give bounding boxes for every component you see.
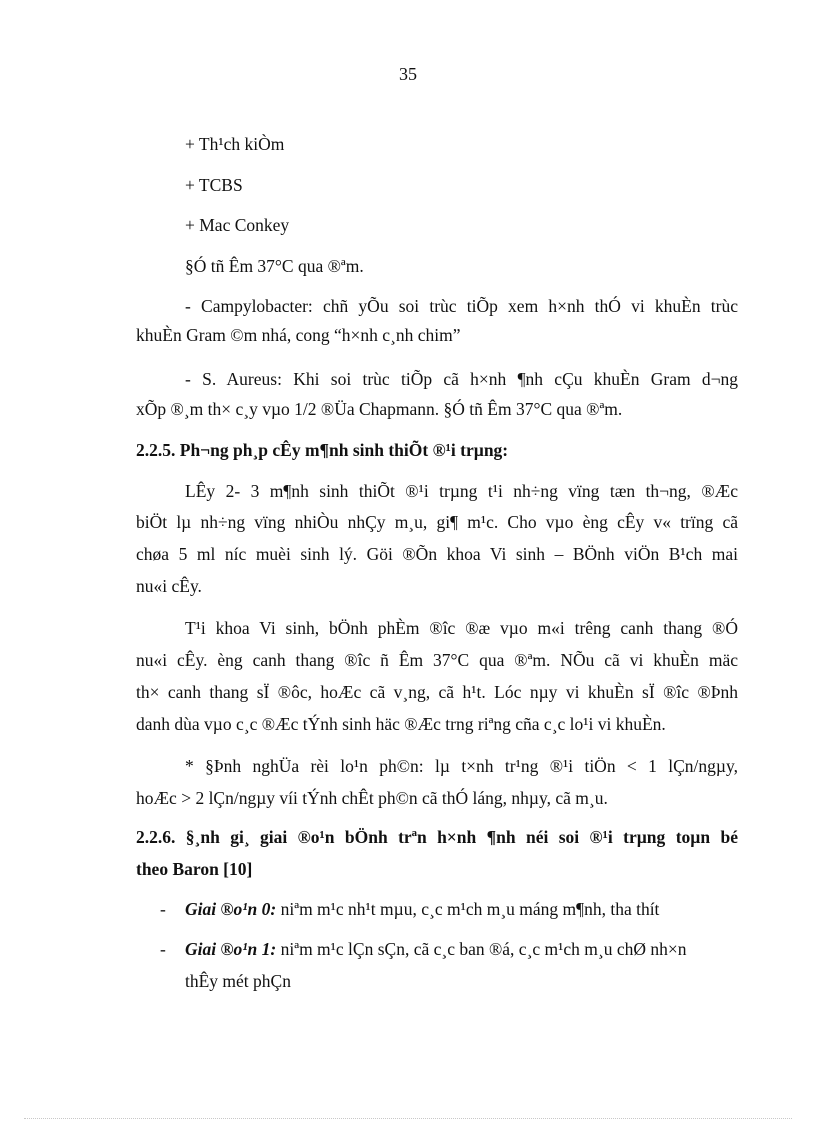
stage-0-item — [185, 898, 659, 920]
stage-0-label: Giai ®o¹n 0: — [185, 899, 277, 919]
section-225-heading: 2.2.5. Ph¬ng ph¸p cÊy m¶nh sinh thiÕt ®¹i trµng: — [136, 440, 509, 460]
stage-1-continuation: thÊy mét phÇn — [185, 971, 291, 991]
campylobacter-line-1: - Campylobacter: chñ yÕu soi trùc tiÕp xem h×nh thÓ vi khuÈn trùc — [185, 296, 738, 316]
stage-1-text: niªm m¹c lÇn sÇn, cã c¸c ban ®á, c¸c m¹ch m¸u chØ nh×n — [276, 939, 687, 959]
section-226-heading-line2: theo Baron [10] — [136, 859, 253, 879]
footer-dotted-rule — [24, 1118, 792, 1119]
stage-0-bullet: - — [160, 899, 166, 919]
aureus-line-1: - S. Aureus: Khi soi trùc tiÕp cã h×nh ¶nh cÇu khuÈn Gram d¬ng — [185, 369, 738, 389]
media-item-3: + Mac Conkey — [185, 215, 290, 235]
stage-1-item — [185, 938, 687, 960]
stage-1-bullet: - — [160, 939, 166, 959]
section-225-para2-line3: th× canh thang sÏ ®ôc, hoÆc cã v¸ng, cã h¹t. Lóc nµy vi khuÈn sÏ ®îc ®Þnh — [136, 682, 738, 702]
section-225-para3-line2: hoÆc > 2 lÇn/ngµy víi tÝnh chÊt ph©n cã thÓ láng, nhµy, cã m¸u. — [136, 788, 608, 808]
media-item-1: + Th¹ch kiÒm — [185, 134, 285, 154]
section-226-heading-line1: 2.2.6. §¸nh gi¸ giai ®o¹n bÖnh trªn h×nh ¶nh néi soi ®¹i trµng toµn bé — [136, 827, 738, 847]
aureus-line-2: xÕp ®¸m th× c¸y vµo 1/2 ®Üa Chapmann. §Ó tñ Êm 37°C qua ®ªm. — [136, 399, 623, 419]
page-number: 35 — [399, 64, 417, 84]
media-item-2: + TCBS — [185, 175, 243, 195]
section-225-para1-line4: nu«i cÊy. — [136, 576, 202, 596]
section-225-para3-line1: * §Þnh nghÜa rèi lo¹n ph©n: lµ t×nh tr¹ng ®¹i tiÖn < 1 lÇn/ngµy, — [185, 756, 738, 776]
stage-1-label: Giai ®o¹n 1: — [185, 939, 277, 959]
section-225-para1-line3: chøa 5 ml níc muèi sinh lý. Göi ®Õn khoa Vi sinh – BÖnh viÖn B¹ch mai — [136, 544, 738, 564]
stage-0-text: niªm m¹c nh¹t mµu, c¸c m¹ch m¸u máng m¶nh, tha thít — [276, 899, 660, 919]
section-225-para2-line2: nu«i cÊy. èng canh thang ®îc ñ Êm 37°C qua ®ªm. NÕu cã vi khuÈn mäc — [136, 650, 738, 670]
section-225-para1-line2: biÖt lµ nh÷ng vïng nhiÒu nhÇy m¸u, gi¶ m¹c. Cho vµo èng cÊy v« trïng cã — [136, 512, 738, 532]
section-225-para2-line4: danh dùa vµo c¸c ®Æc tÝnh sinh häc ®Æc trng riªng cña c¸c lo¹i vi khuÈn. — [136, 714, 666, 734]
incubation-note: §Ó tñ Êm 37°C qua ®ªm. — [185, 256, 364, 276]
section-225-para1-line1: LÊy 2- 3 m¶nh sinh thiÕt ®¹i trµng t¹i nh÷ng vïng tæn th¬ng, ®Æc — [185, 481, 738, 501]
section-225-para2-line1: T¹i khoa Vi sinh, bÖnh phÈm ®îc ®æ vµo m«i trêng canh thang ®Ó — [185, 618, 738, 638]
campylobacter-line-2: khuÈn Gram ©m nhá, cong “h×nh c¸nh chim” — [136, 325, 461, 345]
